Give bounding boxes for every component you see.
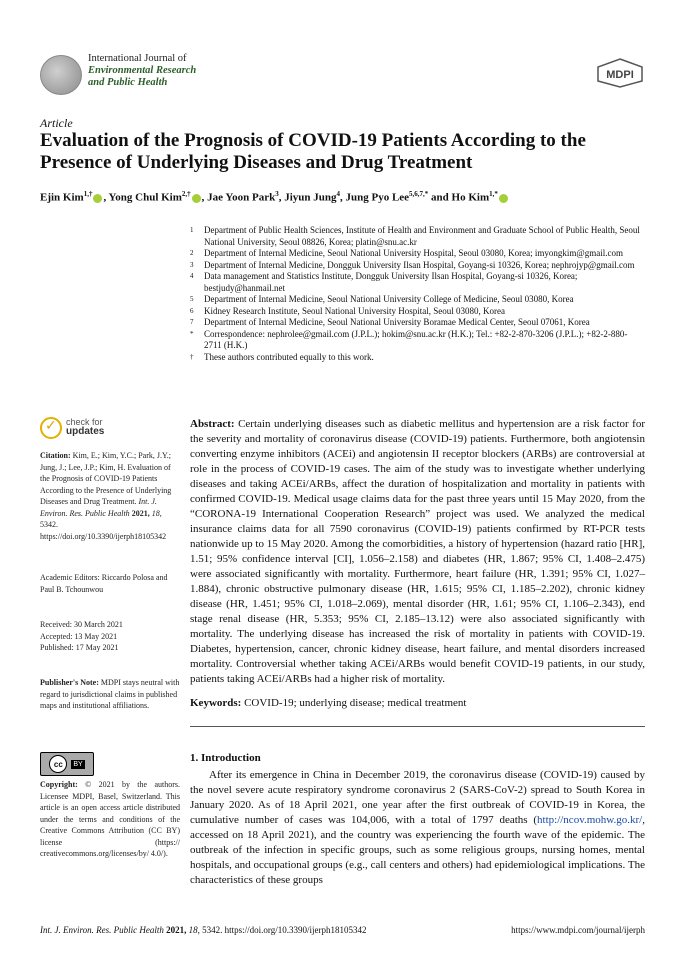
affiliation-text: Data management and Statistics Institute, Dongguk University Ilsan Hospital, Goyang-si 10326, Korea; bestjudy@hanmail.net <box>204 271 578 293</box>
article-title: Evaluation of the Prognosis of COVID-19 Patients According to the Presence of Underlying Diseases and Drug Treatment <box>40 130 586 173</box>
check-label-line1: check for <box>66 417 103 427</box>
author-name[interactable]: Jae Yoon Park <box>207 191 276 204</box>
by-icon: BY <box>73 760 83 768</box>
author-sup: 4 <box>336 190 340 198</box>
affiliation-marker: 5 <box>190 295 194 303</box>
author-separator: and <box>428 191 452 204</box>
correspondence-item <box>190 329 645 352</box>
publisher-note-text: MDPI stays neutral with regard to jurisdictional claims in published maps and institutional affiliations. <box>40 678 180 710</box>
author-sup: 5,6,7,* <box>409 190 429 198</box>
footer-volume: 18 <box>188 925 198 935</box>
affiliation-marker: † <box>190 352 194 361</box>
footer-citation <box>40 925 366 935</box>
abstract-label: Abstract: <box>190 418 235 430</box>
academic-editors: Academic Editors: Riccardo Polosa and Paul B. Tchounwou <box>40 573 168 594</box>
affiliation-item <box>190 306 645 318</box>
citation-label: Citation: <box>40 451 71 460</box>
affiliation-item <box>190 317 645 329</box>
dates-block <box>40 619 180 654</box>
affiliation-item <box>190 294 645 306</box>
introduction-text-2: , accessed on 18 April 2021), and the country was experiencing the fourth wave of the epidemic. The outbreak of the infection in specific groups, such as some religious groups, nursing homes, mental hospitals, and occupational groups (e.g., call centers and others) had epidemiological implications. The characteristics of these groups <box>190 814 645 886</box>
accepted-date: Accepted: 13 May 2021 <box>40 631 118 641</box>
copyright-label: Copyright: <box>40 780 78 789</box>
cc-icon: cc <box>49 755 67 773</box>
journal-name-line3: and Public Health <box>88 77 168 88</box>
affiliation-item <box>190 260 645 272</box>
affiliation-item <box>190 271 645 294</box>
citation-journal: Int. J. Environ. Res. Public Health <box>40 497 157 518</box>
journal-name-line2: Environmental Research <box>88 65 197 76</box>
article-type: Article <box>40 116 73 130</box>
author-sup: 3 <box>275 190 279 198</box>
mdpi-logo <box>596 58 644 88</box>
checkmark-icon: ✓ <box>45 418 57 434</box>
journal-name <box>88 53 196 89</box>
orcid-icon[interactable] <box>499 194 508 203</box>
correspondence-text: Correspondence: nephrolee@gmail.com (J.P.L.); hokim@snu.ac.kr (H.K.); Tel.: +82-2-870-3206 (J.P.L.); +82-2-880-2711 (H.K.) <box>204 328 628 350</box>
introduction-paragraph <box>190 768 645 888</box>
affiliation-text: Kidney Research Institute, Seoul National University Hospital, Seoul 03080, Korea <box>204 305 505 316</box>
equal-contribution-text: These authors contributed equally to this work. <box>204 351 374 362</box>
footer-journal: Int. J. Environ. Res. Public Health <box>40 925 164 935</box>
footer-year: 2021, <box>163 925 189 935</box>
citation-block <box>40 450 180 542</box>
affiliation-item <box>190 225 645 248</box>
affiliation-text: Department of Internal Medicine, Seoul National University Boramae Medical Center, Seoul 07061, Korea <box>204 317 590 327</box>
introduction-text-1: After its emergence in China in December 2019, the coronavirus disease (COVID-19) caused by the novel severe acute respiratory syndrome coronavirus 2 (SARS-CoV-2) spread to South Korea in January 2020. As of 18 April 2021, one year after the first outbreak of COVID-19 in Korea, the cumulative number of cases was 104,006, with a total of 1797 deaths ( <box>190 769 645 826</box>
affiliation-text: Department of Internal Medicine, Seoul National University Hospital, Seoul 03080, Korea; imyongkim@gmail.com <box>204 248 623 258</box>
affiliation-text: Department of Internal Medicine, Seoul National University College of Medicine, Seoul 03080, Korea <box>204 294 574 304</box>
page-footer <box>40 925 645 935</box>
affiliation-item <box>190 248 645 260</box>
abstract <box>190 417 645 687</box>
footer-doi[interactable]: , 5342. https://doi.org/10.3390/ijerph18105342 <box>197 925 367 935</box>
affiliation-marker: * <box>190 329 194 338</box>
keywords-text: COVID-19; underlying disease; medical treatment <box>241 697 467 709</box>
orcid-icon[interactable] <box>93 194 102 203</box>
citation-volume: 18 <box>151 508 160 518</box>
cc-by-license-icon[interactable] <box>40 752 94 776</box>
author-list <box>40 190 660 204</box>
copyright-block <box>40 779 180 860</box>
published-date: Published: 17 May 2021 <box>40 643 119 652</box>
keywords <box>190 697 645 709</box>
keywords-label: Keywords: <box>190 697 242 709</box>
affiliation-marker: 7 <box>190 318 194 326</box>
citation-doi[interactable]: , 5342. https://doi.org/10.3390/ijerph18105342 <box>40 508 167 541</box>
affiliation-list <box>190 225 645 363</box>
author-sup: 1,† <box>83 190 93 198</box>
section-heading-introduction: 1. Introduction <box>190 752 261 764</box>
mdpi-logo-text: MDPI <box>606 69 634 81</box>
author-name[interactable]: Ho Kim <box>451 191 490 204</box>
ncov-link[interactable]: http://ncov.mohw.go.kr/ <box>537 814 643 826</box>
author-separator: , <box>278 191 285 204</box>
affiliation-text: Department of Internal Medicine, Dongguk University Ilsan Hospital, Goyang-si 10326, Korea; nephrojyp@gmail.com <box>204 259 635 270</box>
publisher-note-label: Publisher's Note: <box>40 678 99 687</box>
affiliation-marker: 1 <box>190 226 194 234</box>
abstract-text: Certain underlying diseases such as diabetic mellitus and hypertension are a risk factor for the severity and mortality of coronavirus disease (COVID-19) patients. Furthermore, both angiotensin converting enzyme inhibitors (ACEi) and angiotensin II receptor blockers (ARBs) are controversial at role in the process of COVID-19 cases. The aim of the study was to investigate whether underlying diseases and taking ACEi/ARBs, affect the duration of hospitalization and mortality in patients with confirmed COVID-19. Medical usage claims data for the past three years until 15 May 2020, from the “CORONA-19 International Cooperation Research” project was used. We analyzed the medical insurance claims data for all 7590 coronavirus (COVID-19) patients confirmed by RT-PCR tests nationwide up to 15 May 2020. Among the comorbidities, a history of hypertension (hazard ratio [HR], 1.51; 95% confidence interval [CI], 1.056–2.158) and diabetes (HR, 1.867; 95% CI, 1.408–2.475) were associated significantly with mortality. Furthermore, heart failure (HR, 1.391; 95% CI, 1.027–1.884), chronic obstructive pulmonary disease (HR, 1.615; 95% CI, 1.185–2.202), chronic kidney disease (HR, 1.451; 95% CI, 1.018–2.069), mental disorder (HR, 1.61; 95% CI, 1.106–2.343), end stage renal disease (HR, 5.353; 95% CI, 2.185–13.12) were also associated significantly with mortality. The underlying disease has increased the risk of mortality in patients with COVID-19. Diabetes, hypertension, cancer, chronic kidney disease, heart failure, and mental disorders increased mortality. Controversial whether taking ACEi/ARBs would benefit COVID-19 patients, in our study, patients taking ACEi/ARBs had a higher risk of mortality. <box>190 418 645 685</box>
affiliation-marker: 2 <box>190 249 194 257</box>
journal-name-line1: International Journal of <box>88 53 187 64</box>
footer-journal-url[interactable]: https://www.mdpi.com/journal/ijerph <box>511 925 645 935</box>
author-name[interactable]: Ejin Kim <box>40 191 84 204</box>
author-name[interactable]: Jung Pyo Lee <box>345 191 410 204</box>
affiliation-marker: 3 <box>190 260 194 269</box>
copyright-text: © 2021 by the authors. Licensee MDPI, Basel, Switzerland. This article is an open access article distributed under the terms and conditions of the Creative Commons Attribution (CC BY) license (https:// creativecommons.org/licenses/by/ 4.0/). <box>40 780 180 858</box>
publisher-note <box>40 677 180 712</box>
author-separator: , <box>103 191 109 204</box>
author-separator: , <box>339 191 346 204</box>
citation-year: 2021, <box>129 508 152 518</box>
citation-text: Kim, E.; Kim, Y.C.; Park, J.Y.; Jung, J.; Lee, J.P.; Kim, H. Evaluation of the Prognosis of COVID-19 Patients According to the Presence of Underlying Diseases and Drug Treatment. <box>40 451 172 506</box>
author-name[interactable]: Yong Chul Kim <box>108 191 182 204</box>
affiliation-marker: 4 <box>190 272 194 280</box>
author-sup: 1,* <box>489 190 498 198</box>
author-name[interactable]: Jiyun Jung <box>284 191 337 204</box>
check-label-line2: updates <box>66 426 105 437</box>
received-date: Received: 30 March 2021 <box>40 620 123 629</box>
author-sup: 2,† <box>181 190 191 198</box>
equal-contribution-note <box>190 352 645 364</box>
orcid-icon[interactable] <box>192 194 201 203</box>
author-separator: , <box>201 191 208 204</box>
affiliation-text: Department of Public Health Sciences, Institute of Health and Environment and Graduate School of Public Health, Seoul National University, Seoul 08826, Korea; platin@snu.ac.kr <box>204 225 640 247</box>
affiliation-marker: 6 <box>190 306 194 315</box>
section-divider <box>190 726 645 727</box>
journal-logo <box>40 55 82 95</box>
